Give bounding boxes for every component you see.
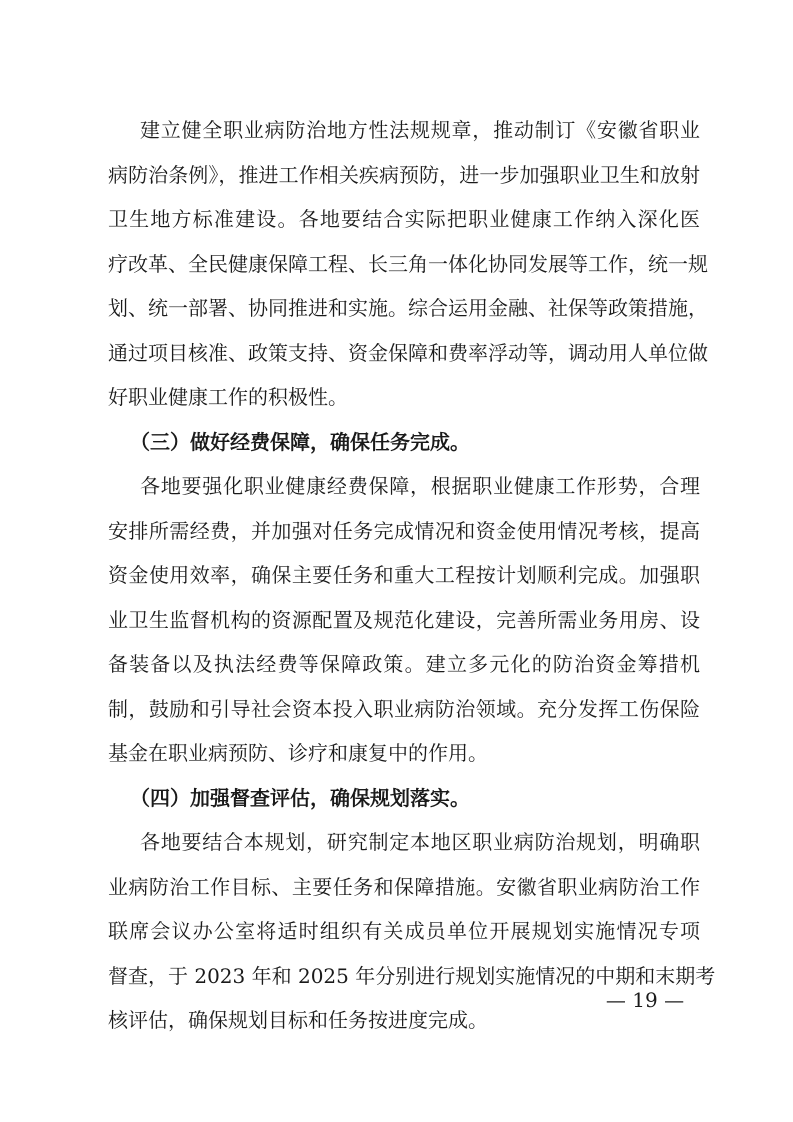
paragraph-line: 制，鼓励和引导社会资本投入职业病防治领域。充分发挥工伤保险 bbox=[108, 696, 700, 721]
paragraph-line: 划、统一部署、协同推进和实施。综合运用金融、社保等政策措施， bbox=[108, 296, 708, 320]
paragraph-line: 业卫生监督机构的资源配置及规范化建设，完善所需业务用房、设 bbox=[108, 607, 700, 632]
paragraph-line: 安排所需经费，并加强对任务完成情况和资金使用情况考核，提高 bbox=[108, 518, 700, 543]
body-text bbox=[108, 108, 716, 1043]
paragraph-line: 督查，于 2023 年和 2025 年分别进行规划实施情况的中期和末期考 bbox=[108, 963, 716, 988]
paragraph-line: 通过项目核准、政策支持、资金保障和费率浮动等，调动用人单位做 bbox=[108, 340, 708, 365]
paragraph-line: 业病防治工作目标、主要任务和保障措施。安徽省职业病防治工作 bbox=[108, 874, 700, 899]
section-heading: （三）做好经费保障，确保任务完成。 bbox=[130, 429, 470, 454]
paragraph-line: 建立健全职业病防治地方性法规规章，推动制订《安徽省职业 bbox=[140, 118, 700, 142]
paragraph-line: 基金在职业病预防、诊疗和康复中的作用。 bbox=[108, 741, 488, 765]
section-heading: （四）加强督查评估，确保规划落实。 bbox=[130, 785, 470, 810]
paragraph-line: 资金使用效率，确保主要任务和重大工程按计划顺利完成。加强职 bbox=[108, 563, 700, 587]
paragraph-line: 疗改革、全民健康保障工程、长三角一体化协同发展等工作，统一规 bbox=[108, 251, 708, 276]
paragraph-line: 核评估，确保规划目标和任务按进度完成。 bbox=[108, 1008, 488, 1032]
paragraph-line: 各地要结合本规划，研究制定本地区职业病防治规划，明确职 bbox=[140, 830, 700, 854]
page-number: — 19 — bbox=[605, 988, 685, 1012]
paragraph-line: 卫生地方标准建设。各地要结合实际把职业健康工作纳入深化医 bbox=[108, 207, 700, 231]
paragraph-line: 好职业健康工作的积极性。 bbox=[108, 385, 348, 409]
paragraph-line: 病防治条例》，推进工作相关疾病预防，进一步加强职业卫生和放射 bbox=[108, 162, 700, 187]
paragraph-line: 备装备以及执法经费等保障政策。建立多元化的防治资金筹措机 bbox=[108, 652, 700, 676]
paragraph-line: 各地要强化职业健康经费保障，根据职业健康工作形势，合理 bbox=[140, 474, 700, 498]
paragraph-line: 联席会议办公室将适时组织有关成员单位开展规划实施情况专项 bbox=[108, 919, 700, 943]
